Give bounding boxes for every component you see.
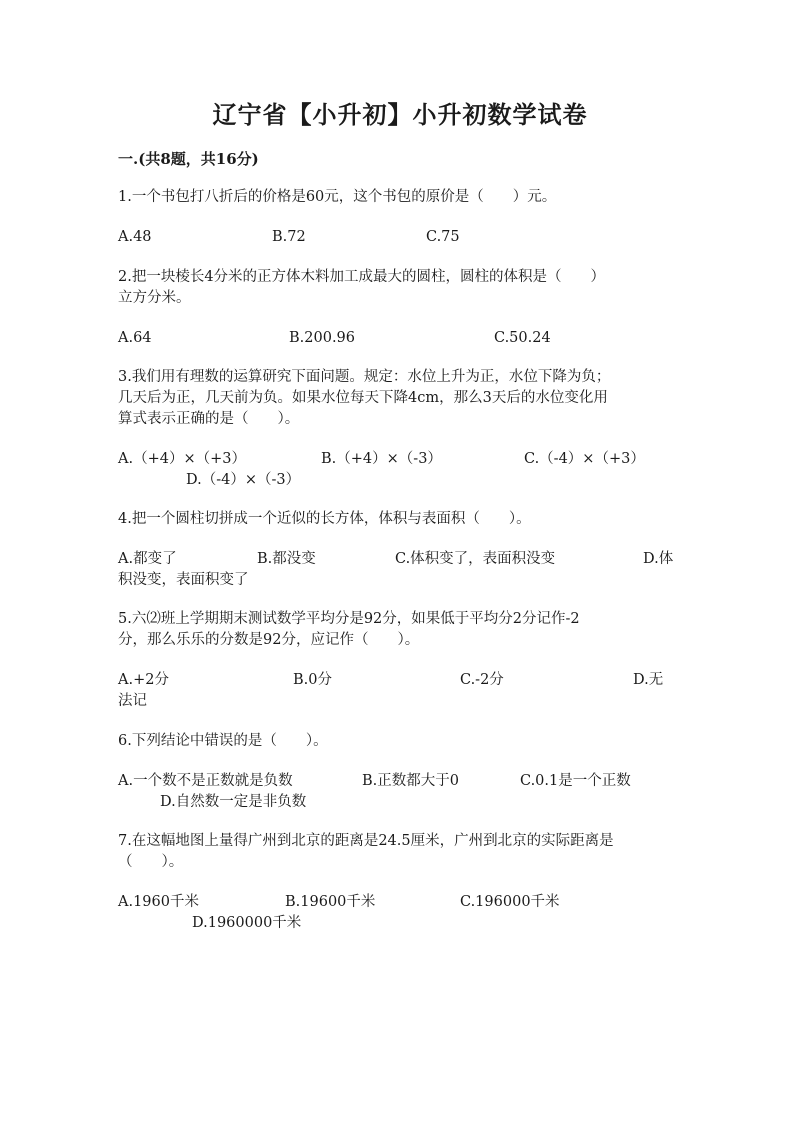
- option-d: D.体: [643, 551, 674, 567]
- question-7: [118, 831, 683, 873]
- question-line: 4.把一个圆柱切拼成一个近似的长方体，体积与表面积（ ）。: [118, 511, 531, 527]
- option-b: B.19600千米: [285, 894, 376, 910]
- option-d: D.（-4）×（-3）: [186, 472, 301, 488]
- option-a: A.1960千米: [118, 894, 199, 910]
- option-a: A.一个数不是正数就是负数: [118, 773, 293, 789]
- question-line: 5.六⑵班上学期期末测试数学平均分是92分，如果低于平均分2分记作-2: [118, 611, 580, 627]
- section-heading: 一.(共8题，共16分): [118, 150, 259, 168]
- question-5: [118, 609, 683, 651]
- option-c: C.0.1是一个正数: [520, 773, 631, 789]
- option-c: C.（-4）×（+3）: [524, 451, 645, 467]
- question-line: 3.我们用有理数的运算研究下面问题。规定：水位上升为正，水位下降为负；: [118, 369, 611, 385]
- option-d: D.自然数一定是非负数: [160, 794, 307, 810]
- option-b: B.（+4）×（-3）: [321, 451, 442, 467]
- question-6: [118, 731, 683, 752]
- option-c: C.75: [426, 229, 460, 245]
- option-c: C.-2分: [460, 672, 504, 688]
- option-b: B.0分: [293, 672, 332, 688]
- option-c: C.50.24: [494, 330, 551, 346]
- question-line: 分，那么乐乐的分数是92分，应记作（ ）。: [118, 632, 420, 648]
- option-d: D.无: [633, 672, 664, 688]
- question-line: 1.一个书包打八折后的价格是60元，这个书包的原价是（ ）元。: [118, 189, 557, 205]
- question-4: [118, 509, 683, 530]
- option-a: A.+2分: [118, 672, 169, 688]
- option-b: B.72: [272, 229, 306, 245]
- question-line: 立方分米。: [118, 290, 191, 306]
- question-line: （ ）。: [118, 854, 184, 870]
- option-a: A.都变了: [118, 551, 177, 567]
- question-3: [118, 367, 683, 430]
- question-line: 2.把一块棱长4分米的正方体木料加工成最大的圆柱，圆柱的体积是（ ）: [118, 269, 606, 285]
- option-b: B.200.96: [289, 330, 356, 346]
- question-line: 6.下列结论中错误的是（ ）。: [118, 733, 328, 749]
- option-a: A.48: [118, 229, 152, 245]
- option-d-continued: 法记: [118, 693, 147, 709]
- question-2: [118, 267, 683, 309]
- question-line: 算式表示正确的是（ ）。: [118, 411, 300, 427]
- exam-title: 辽宁省【小升初】小升初数学试卷: [212, 100, 588, 129]
- option-a: A.（+4）×（+3）: [118, 451, 246, 467]
- option-d-continued: 积没变，表面积变了: [118, 572, 249, 588]
- question-line: 几天后为正，几天前为负。如果水位每天下降4cm，那么3天后的水位变化用: [118, 390, 608, 406]
- option-b: B.正数都大于0: [362, 773, 459, 789]
- option-a: A.64: [118, 330, 152, 346]
- option-c: C.196000千米: [460, 894, 560, 910]
- option-c: C.体积变了，表面积没变: [395, 551, 556, 567]
- option-d: D.1960000千米: [192, 915, 302, 931]
- option-b: B.都没变: [257, 551, 316, 567]
- question-1: [118, 187, 683, 208]
- question-line: 7.在这幅地图上量得广州到北京的距离是24.5厘米，广州到北京的实际距离是: [118, 833, 614, 849]
